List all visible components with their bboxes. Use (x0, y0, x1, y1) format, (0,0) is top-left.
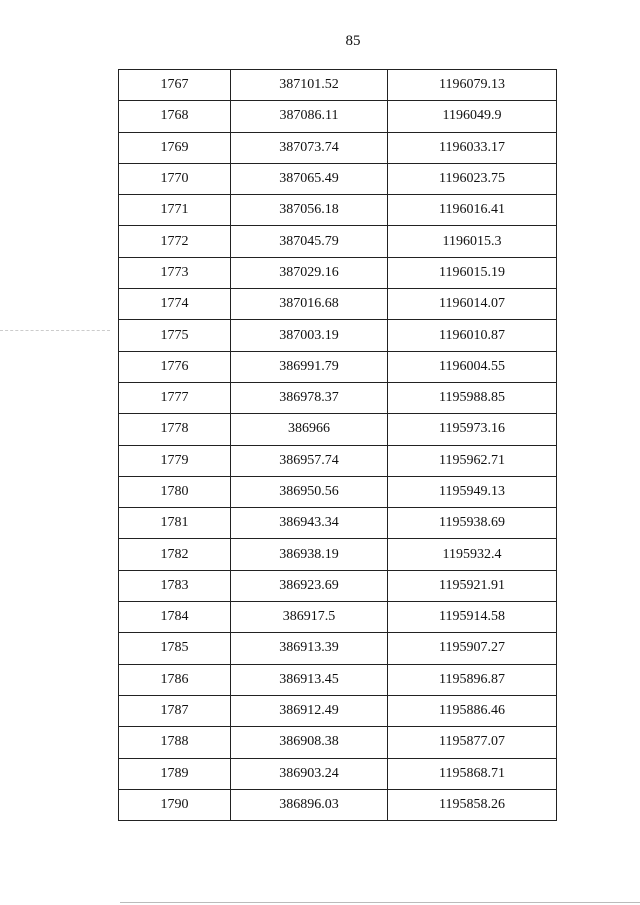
x-coordinate-cell: 386991.79 (231, 351, 388, 382)
point-id-cell: 1777 (119, 382, 231, 413)
table-row (119, 727, 557, 758)
point-id-cell: 1784 (119, 602, 231, 633)
point-id-cell: 1772 (119, 226, 231, 257)
y-coordinate-cell: 1195914.58 (388, 602, 557, 633)
x-coordinate-cell: 386943.34 (231, 508, 388, 539)
coordinate-table (118, 69, 557, 821)
x-coordinate-cell: 386912.49 (231, 695, 388, 726)
page-number: 85 (345, 33, 361, 49)
table-row (119, 664, 557, 695)
y-coordinate-cell: 1195932.4 (388, 539, 557, 570)
table-row (119, 602, 557, 633)
coordinate-table-body (119, 70, 557, 821)
y-coordinate-cell: 1195949.13 (388, 476, 557, 507)
x-coordinate-cell: 386913.45 (231, 664, 388, 695)
y-coordinate-cell: 1195896.87 (388, 664, 557, 695)
x-coordinate-cell: 386896.03 (231, 789, 388, 820)
y-coordinate-cell: 1195877.07 (388, 727, 557, 758)
y-coordinate-cell: 1196015.19 (388, 257, 557, 288)
x-coordinate-cell: 386957.74 (231, 445, 388, 476)
point-id-cell: 1790 (119, 789, 231, 820)
table-row (119, 132, 557, 163)
point-id-cell: 1778 (119, 414, 231, 445)
table-row (119, 226, 557, 257)
point-id-cell: 1774 (119, 289, 231, 320)
x-coordinate-cell: 386908.38 (231, 727, 388, 758)
table-row (119, 101, 557, 132)
y-coordinate-cell: 1196079.13 (388, 70, 557, 101)
y-coordinate-cell: 1196004.55 (388, 351, 557, 382)
x-coordinate-cell: 386923.69 (231, 570, 388, 601)
x-coordinate-cell: 387101.52 (231, 70, 388, 101)
y-coordinate-cell: 1195973.16 (388, 414, 557, 445)
point-id-cell: 1773 (119, 257, 231, 288)
point-id-cell: 1781 (119, 508, 231, 539)
point-id-cell: 1770 (119, 163, 231, 194)
x-coordinate-cell: 387045.79 (231, 226, 388, 257)
table-row (119, 539, 557, 570)
table-row (119, 351, 557, 382)
point-id-cell: 1776 (119, 351, 231, 382)
y-coordinate-cell: 1196049.9 (388, 101, 557, 132)
point-id-cell: 1775 (119, 320, 231, 351)
y-coordinate-cell: 1195868.71 (388, 758, 557, 789)
x-coordinate-cell: 386950.56 (231, 476, 388, 507)
y-coordinate-cell: 1196033.17 (388, 132, 557, 163)
point-id-cell: 1767 (119, 70, 231, 101)
point-id-cell: 1788 (119, 727, 231, 758)
table-row (119, 789, 557, 820)
point-id-cell: 1779 (119, 445, 231, 476)
x-coordinate-cell: 387003.19 (231, 320, 388, 351)
y-coordinate-cell: 1195858.26 (388, 789, 557, 820)
table-row (119, 695, 557, 726)
x-coordinate-cell: 387073.74 (231, 132, 388, 163)
x-coordinate-cell: 386938.19 (231, 539, 388, 570)
y-coordinate-cell: 1195962.71 (388, 445, 557, 476)
point-id-cell: 1785 (119, 633, 231, 664)
y-coordinate-cell: 1195907.27 (388, 633, 557, 664)
y-coordinate-cell: 1195886.46 (388, 695, 557, 726)
x-coordinate-cell: 386903.24 (231, 758, 388, 789)
table-row (119, 382, 557, 413)
table-row (119, 257, 557, 288)
point-id-cell: 1780 (119, 476, 231, 507)
table-row (119, 570, 557, 601)
scan-edge-mark (0, 330, 110, 331)
point-id-cell: 1786 (119, 664, 231, 695)
point-id-cell: 1787 (119, 695, 231, 726)
y-coordinate-cell: 1196010.87 (388, 320, 557, 351)
point-id-cell: 1783 (119, 570, 231, 601)
table-row (119, 445, 557, 476)
x-coordinate-cell: 387029.16 (231, 257, 388, 288)
table-row (119, 476, 557, 507)
table-row (119, 758, 557, 789)
x-coordinate-cell: 387065.49 (231, 163, 388, 194)
y-coordinate-cell: 1196015.3 (388, 226, 557, 257)
table-row (119, 320, 557, 351)
y-coordinate-cell: 1195921.91 (388, 570, 557, 601)
table-row (119, 633, 557, 664)
x-coordinate-cell: 387056.18 (231, 195, 388, 226)
x-coordinate-cell: 386917.5 (231, 602, 388, 633)
table-row (119, 195, 557, 226)
x-coordinate-cell: 386966 (231, 414, 388, 445)
x-coordinate-cell: 387016.68 (231, 289, 388, 320)
x-coordinate-cell: 386978.37 (231, 382, 388, 413)
table-row (119, 508, 557, 539)
y-coordinate-cell: 1196014.07 (388, 289, 557, 320)
x-coordinate-cell: 387086.11 (231, 101, 388, 132)
page-bottom-rule (120, 902, 640, 903)
y-coordinate-cell: 1195988.85 (388, 382, 557, 413)
y-coordinate-cell: 1196016.41 (388, 195, 557, 226)
table-row (119, 289, 557, 320)
x-coordinate-cell: 386913.39 (231, 633, 388, 664)
point-id-cell: 1789 (119, 758, 231, 789)
y-coordinate-cell: 1196023.75 (388, 163, 557, 194)
table-row (119, 163, 557, 194)
point-id-cell: 1768 (119, 101, 231, 132)
y-coordinate-cell: 1195938.69 (388, 508, 557, 539)
point-id-cell: 1771 (119, 195, 231, 226)
point-id-cell: 1782 (119, 539, 231, 570)
point-id-cell: 1769 (119, 132, 231, 163)
table-row (119, 70, 557, 101)
table-row (119, 414, 557, 445)
